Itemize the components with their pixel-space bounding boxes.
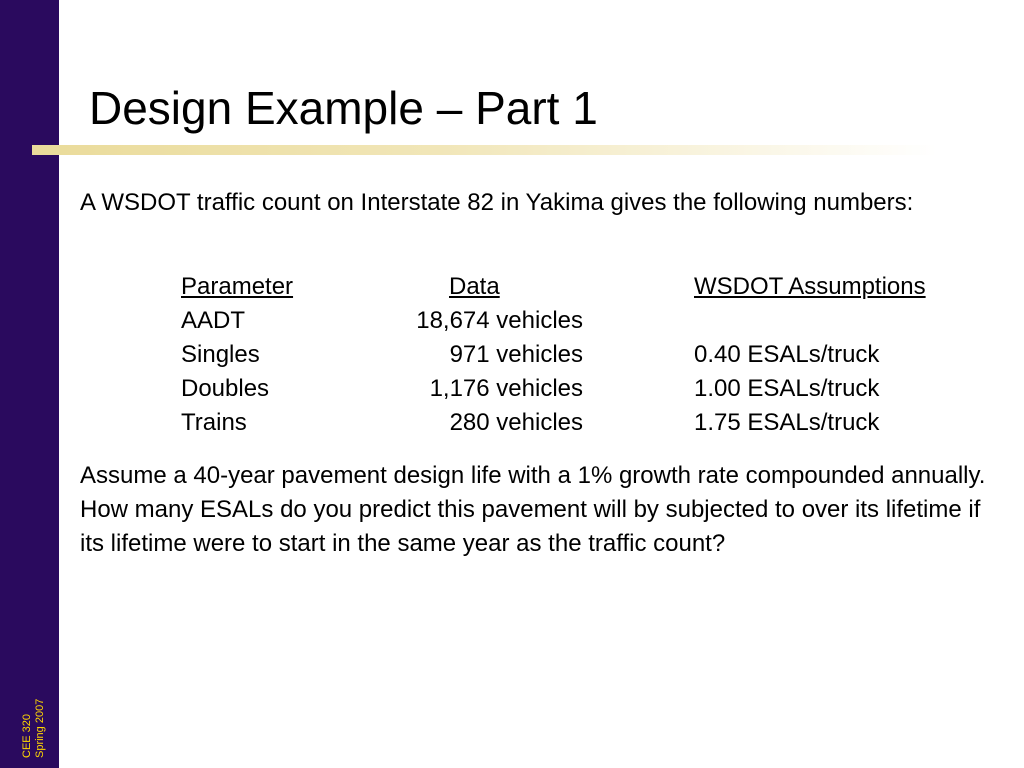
table-row (181, 338, 981, 372)
title-underline-rule (32, 145, 937, 155)
row-parameter: Trains (181, 409, 247, 436)
header-parameter: Parameter (181, 273, 294, 300)
slide-title: Design Example – Part 1 (89, 82, 598, 134)
row-parameter: AADT (181, 307, 246, 334)
table-row (181, 304, 981, 338)
question-text: Assume a 40-year pavement design life with a 1% growth rate compounded annually. How many ESALs do you predict this pavement will by subjected to over its lifetime if its lifetime were to start in the same year as the traffic count? (80, 462, 986, 557)
row-data: 971 vehicles (449, 341, 583, 368)
row-data: 280 vehicles (449, 409, 583, 436)
course-code: CEE 320 (21, 713, 33, 758)
table-header-row (181, 270, 981, 304)
sidebar-bar (0, 0, 59, 768)
row-data: 1,176 vehicles (429, 375, 583, 402)
course-caption (13, 658, 47, 758)
row-assumption: 1.00 ESALs/truck (694, 375, 880, 402)
header-assumptions: WSDOT Assumptions (694, 273, 926, 300)
row-assumption: 0.40 ESALs/truck (694, 341, 880, 368)
row-assumption: 1.75 ESALs/truck (694, 409, 880, 436)
row-parameter: Doubles (181, 375, 270, 402)
traffic-count-table (181, 270, 981, 440)
intro-text: A WSDOT traffic count on Interstate 82 in Yakima gives the following numbers: (80, 189, 914, 216)
header-data: Data (449, 273, 500, 300)
course-term: Spring 2007 (34, 698, 46, 758)
table-row (181, 406, 981, 440)
row-parameter: Singles (181, 341, 260, 368)
row-data: 18,674 vehicles (416, 307, 583, 334)
table-row (181, 372, 981, 406)
